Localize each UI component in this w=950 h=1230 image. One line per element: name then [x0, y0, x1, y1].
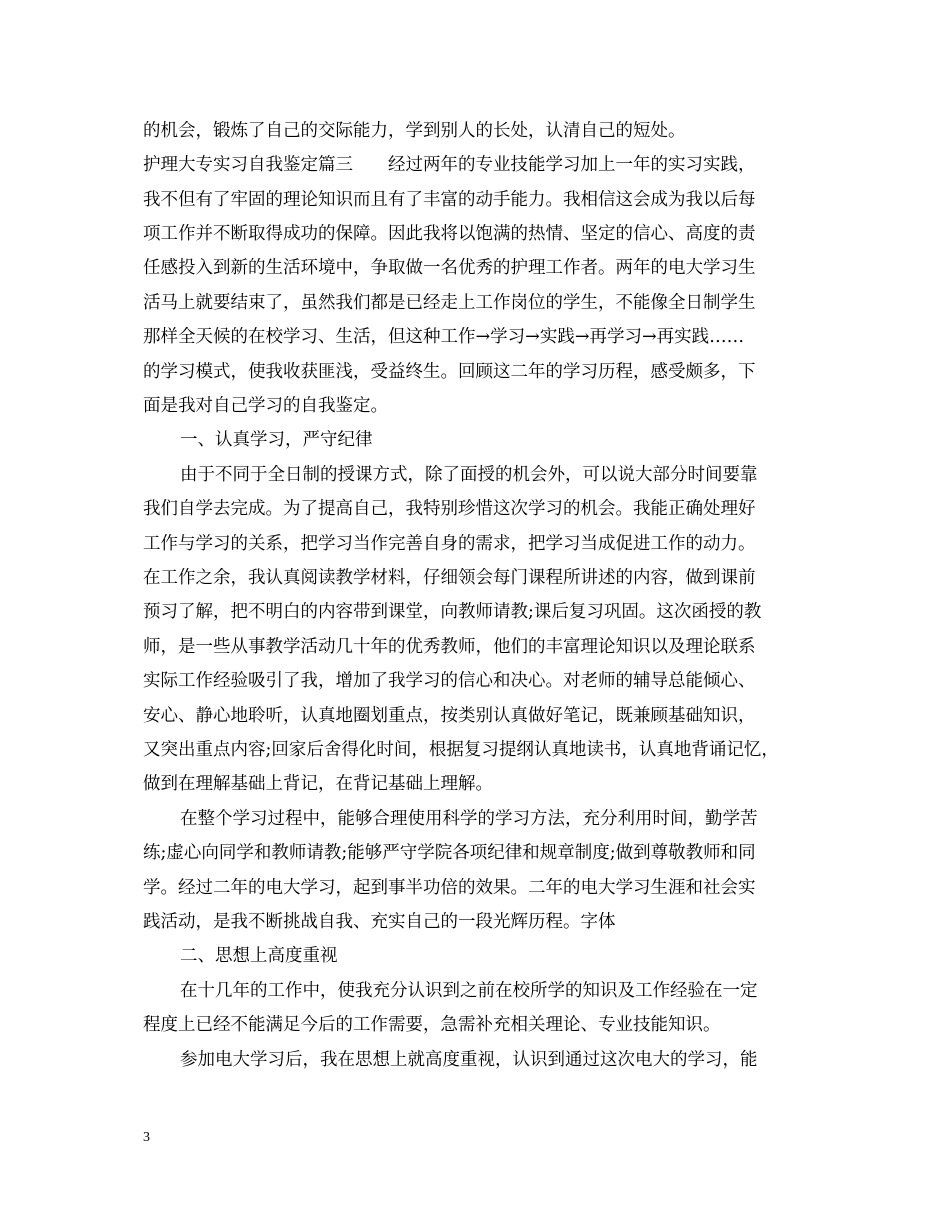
- text-line: 在整个学习过程中，能够合理使用科学的学习方法，充分利用时间，勤学苦: [180, 809, 758, 829]
- text-line: 安心、静心地聆听，认真地圈划重点，按类别认真做好笔记，既兼顾基础知识，: [143, 706, 756, 726]
- text-line: 项工作并不断取得成功的保障。因此我将以饱满的热情、坚定的信心、高度的责: [143, 224, 756, 244]
- text-line: 的学习模式，使我收获匪浅，受益终生。回顾这二年的学习历程，感受颇多，下: [143, 362, 756, 382]
- text-line: 程度上已经不能满足今后的工作需要，急需补充相关理论、专业技能知识。: [143, 1015, 721, 1035]
- text-line: 在十几年的工作中，使我充分认识到之前在校所学的知识及工作经验在一定: [180, 981, 758, 1001]
- text-line: 在工作之余，我认真阅读教学材料，仔细领会每门课程所讲述的内容，做到课前: [143, 568, 756, 588]
- text-line: 学。经过二年的电大学习，起到事半功倍的效果。二年的电大学习生涯和社会实: [143, 878, 756, 898]
- text-line: 践活动，是我不断挑战自我、充实自己的一段光辉历程。字体: [143, 912, 616, 932]
- text-line: 护理大专实习自我鉴定篇三 经过两年的专业技能学习加上一年的实习实践，: [143, 155, 756, 175]
- text-line: 的机会，锻炼了自己的交际能力，学到别人的长处，认清自己的短处。: [143, 121, 686, 141]
- text-line: 预习了解，把不明白的内容带到课堂，向教师请教;课后复习巩固。这次函授的教: [143, 602, 762, 622]
- text-line: 参加电大学习后，我在思想上就高度重视，认识到通过这次电大的学习，能: [180, 1050, 758, 1070]
- text-line: 实际工作经验吸引了我，增加了我学习的信心和决心。对老师的辅导总能倾心、: [143, 671, 756, 691]
- text-line: 练;虚心向同学和教师请教;能够严守学院各项纪律和规章制度;做到尊敬教师和同: [143, 843, 756, 863]
- page-number: 3: [143, 1130, 150, 1145]
- section-heading: 二、思想上高度重视: [180, 946, 338, 966]
- text-line: 又突出重点内容;回家后舍得化时间，根据复习提纲认真地读书，认真地背诵记忆，: [143, 740, 779, 760]
- text-line: 任感投入到新的生活环境中，争取做一名优秀的护理工作者。两年的电大学习生: [143, 258, 756, 278]
- text-line: 我们自学去完成。为了提高自己，我特别珍惜这次学习的机会。我能正确处理好: [143, 499, 756, 519]
- text-line: 做到在理解基础上背记，在背记基础上理解。: [143, 774, 493, 794]
- text-line: 那样全天候的在校学习、生活，但这种工作→学习→实践→再学习→再实践……: [143, 327, 745, 347]
- text-line: 师，是一些从事教学活动几十年的优秀教师，他们的丰富理论知识以及理论联系: [143, 637, 756, 657]
- text-line: 工作与学习的关系，把学习当作完善自身的需求，把学习当成促进工作的动力。: [143, 534, 756, 554]
- text-line: 面是我对自己学习的自我鉴定。: [143, 396, 388, 416]
- section-heading: 一、认真学习，严守纪律: [180, 430, 373, 450]
- text-line: 我不但有了牢固的理论知识而且有了丰富的动手能力。我相信这会成为我以后每: [143, 190, 756, 210]
- text-line: 由于不同于全日制的授课方式，除了面授的机会外，可以说大部分时间要靠: [180, 465, 758, 485]
- text-line: 活马上就要结束了，虽然我们都是已经走上工作岗位的学生，不能像全日制学生: [143, 293, 756, 313]
